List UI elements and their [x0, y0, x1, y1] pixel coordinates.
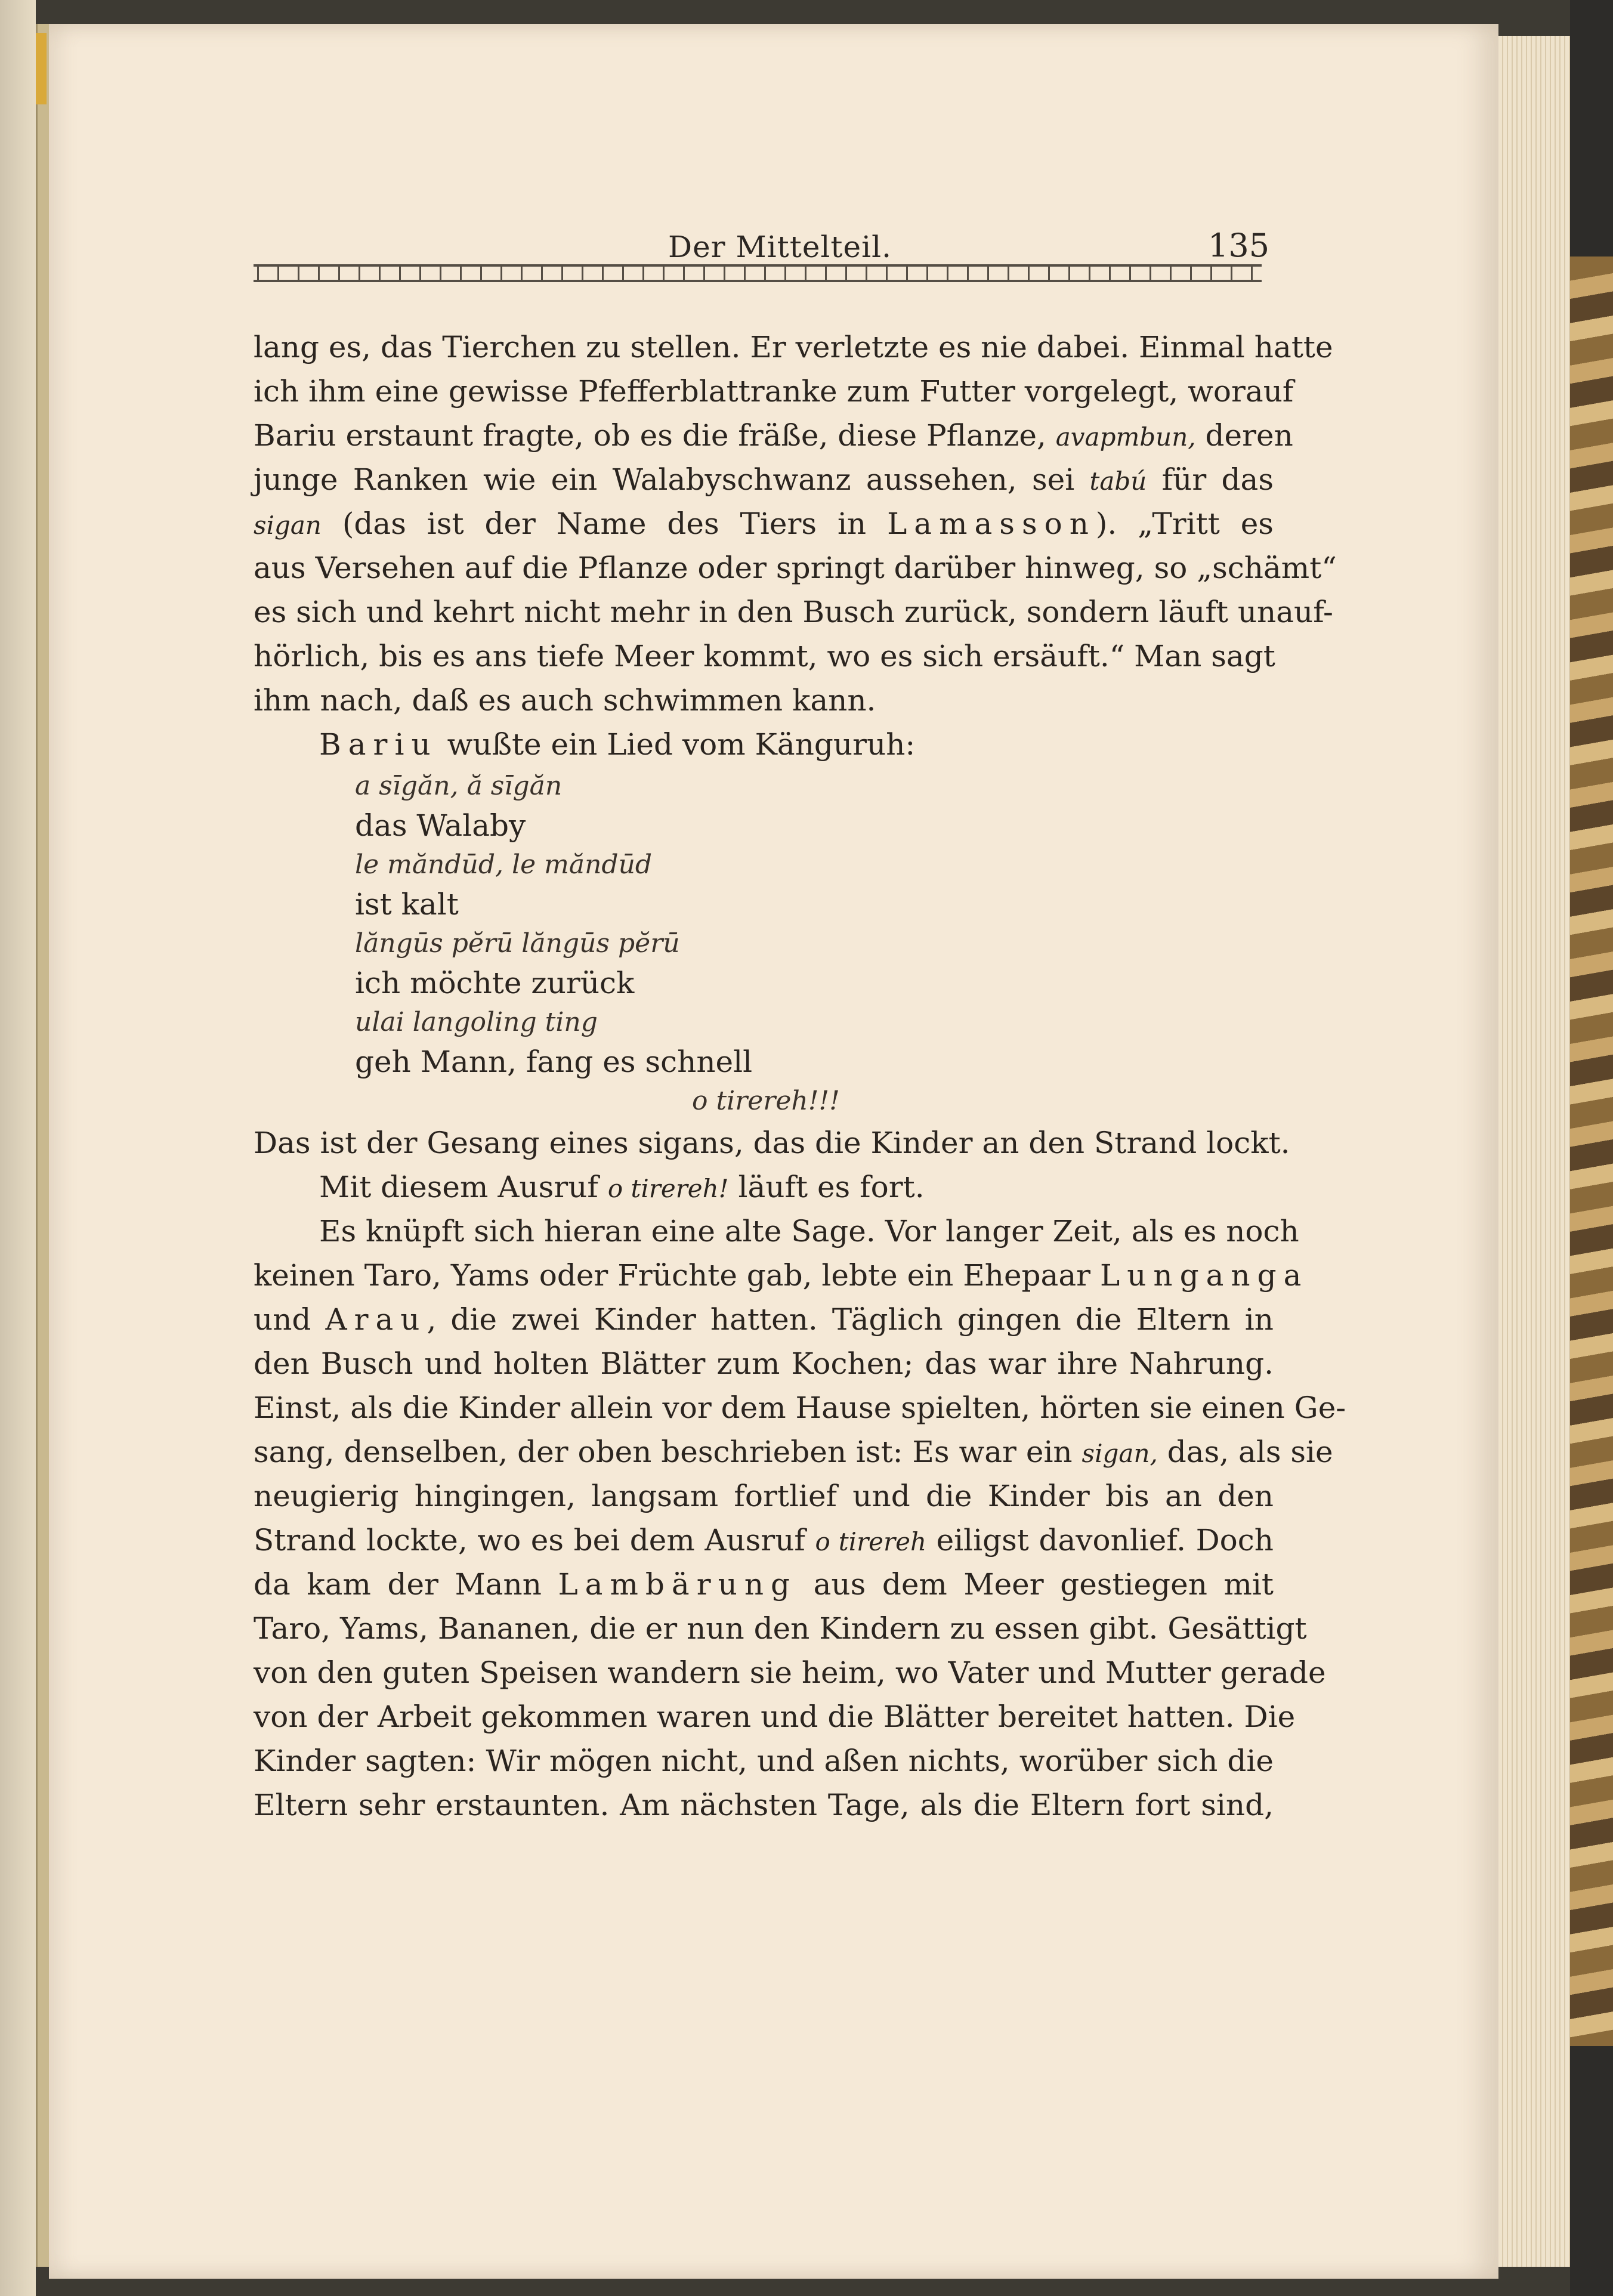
text-span: junge Ranken wie ein Walabyschwanz aussehen, sei — [254, 462, 1075, 497]
text-span: eiligst davonlief. Doch — [936, 1523, 1274, 1558]
person-name: Lambärung — [558, 1567, 798, 1602]
text-span: wußte ein Lied vom Känguruh: — [447, 727, 916, 762]
text-line — [254, 1297, 1274, 1342]
text-line: lang es, das Tierchen zu stellen. Er verletzte es nie dabei. Einmal hatte — [254, 330, 1333, 364]
native-term: sigan, — [1081, 1439, 1158, 1468]
person-name: Lunganga — [1099, 1258, 1309, 1293]
text-line: neugierig hingingen, langsam fortlief und die Kinder bis an den — [254, 1479, 1274, 1513]
native-term: sigan — [254, 511, 322, 540]
text-line — [254, 1518, 1274, 1562]
text-line — [254, 1562, 1274, 1606]
person-name: Bariu — [319, 727, 438, 762]
text-span: das, als sie — [1167, 1435, 1333, 1469]
person-name: Arau — [325, 1302, 427, 1337]
book-cover-top — [1570, 0, 1613, 257]
text-span: für das — [1161, 462, 1274, 497]
text-line: hörlich, bis es ans tiefe Meer kommt, wo es sich ersäuft.“ Man sagt — [254, 639, 1275, 673]
text-line: von der Arbeit gekommen waren und die Blätter bereitet hatten. Die — [254, 1699, 1296, 1734]
verse-line-native: a sīgăn, ă sīgăn — [355, 771, 563, 801]
bookmark-ribbon — [36, 33, 47, 104]
verse-line-exclamation: o tirereh!!! — [692, 1086, 840, 1116]
verse-line-translation: ist kalt — [355, 887, 459, 922]
verse-line-native: ulai langoling ting — [355, 1007, 598, 1037]
text-line — [254, 502, 1274, 546]
page-stack-edges — [1498, 36, 1570, 2267]
verse-line-native: lăngūs pĕrū lăngūs pĕrū — [355, 928, 680, 959]
text-span: , die zwei Kinder hatten. Täglich gingen die Eltern in — [427, 1302, 1274, 1337]
text-line: Es knüpft sich hieran eine alte Sage. Vor langer Zeit, als es noch — [319, 1214, 1299, 1249]
text-span: und — [254, 1302, 311, 1337]
body-text — [254, 325, 1346, 1827]
text-line: Das ist der Gesang eines sigans, das die Kinder an den Strand lockt. — [254, 1126, 1290, 1160]
text-line: Einst, als die Kinder allein vor dem Hause spielten, hörten sie einen Ge- — [254, 1390, 1346, 1425]
text-line: Taro, Yams, Bananen, die er nun den Kindern zu essen gibt. Gesättigt — [254, 1611, 1307, 1646]
verse-line-translation: geh Mann, fang es schnell — [355, 1045, 753, 1079]
left-page-edge — [0, 0, 36, 2296]
text-line: von den guten Speisen wandern sie heim, wo Vater und Mutter gerade — [254, 1655, 1326, 1690]
text-line: aus Versehen auf die Pflanze oder springt darüber hinweg, so „schämt“ — [254, 551, 1337, 585]
ornamental-rule — [254, 264, 1262, 282]
song-verse — [254, 767, 1274, 1121]
paragraph-2 — [254, 722, 1274, 767]
text-span: sang, denselben, der oben beschrieben ist: Es war ein — [254, 1435, 1073, 1469]
running-title: Der Mittelteil. — [668, 230, 892, 264]
text-span: keinen Taro, Yams oder Früchte gab, lebte ein Ehepaar — [254, 1258, 1091, 1293]
text-span: (das ist der Name des Tiers in — [342, 506, 867, 541]
page-number: 135 — [1208, 227, 1270, 264]
text-span: da kam der Mann — [254, 1567, 542, 1602]
text-line: Eltern sehr erstaunten. Am nächsten Tage, als die Eltern fort sind, — [254, 1788, 1274, 1822]
verse-line-native: le măndūd, le măndūd — [355, 849, 653, 880]
book-cover-bottom — [1570, 2046, 1613, 2296]
native-term: o tirereh — [815, 1527, 927, 1556]
text-line: den Busch und holten Blätter zum Kochen; das war ihre Nahrung. — [254, 1346, 1274, 1381]
verse-line-translation: das Walaby — [355, 808, 526, 843]
verse-line-translation: ich möchte zurück — [355, 966, 635, 1000]
text-span: ). „Tritt es — [1095, 506, 1274, 541]
text-line: es sich und kehrt nicht mehr in den Busch zurück, sondern läuft unauf- — [254, 595, 1333, 629]
native-term: avapmbun, — [1055, 422, 1196, 452]
text-span: aus dem Meer gestiegen mit — [813, 1567, 1274, 1602]
marbled-cover-edge — [1570, 257, 1613, 2046]
paragraph-4 — [254, 1209, 1346, 1827]
paragraph-1 — [254, 325, 1337, 722]
text-span: deren — [1205, 418, 1293, 453]
text-line: ihm nach, daß es auch schwimmen kann. — [254, 683, 876, 718]
text-line — [254, 1253, 1309, 1297]
text-line: ich ihm eine gewisse Pfefferblattranke zum Futter vorgelegt, worauf — [254, 374, 1294, 409]
text-line — [254, 1430, 1333, 1474]
paragraph-3 — [254, 1121, 1290, 1209]
text-line — [254, 1165, 1274, 1209]
text-span: Strand lockte, wo es bei dem Ausruf — [254, 1523, 805, 1558]
place-name: Lamasson — [887, 506, 1096, 541]
native-term: o tirereh! — [607, 1174, 729, 1203]
text-span: Mit diesem Ausruf — [319, 1170, 598, 1204]
text-span: Bariu erstaunt fragte, ob es die fräße, diese Pflanze, — [254, 418, 1046, 453]
text-line — [254, 458, 1274, 502]
native-term: tabú — [1089, 466, 1147, 496]
text-line — [254, 722, 1274, 767]
text-line: Kinder sagten: Wir mögen nicht, und aßen nichts, worüber sich die — [254, 1744, 1274, 1778]
text-line — [254, 413, 1293, 458]
text-span: läuft es fort. — [738, 1170, 925, 1204]
